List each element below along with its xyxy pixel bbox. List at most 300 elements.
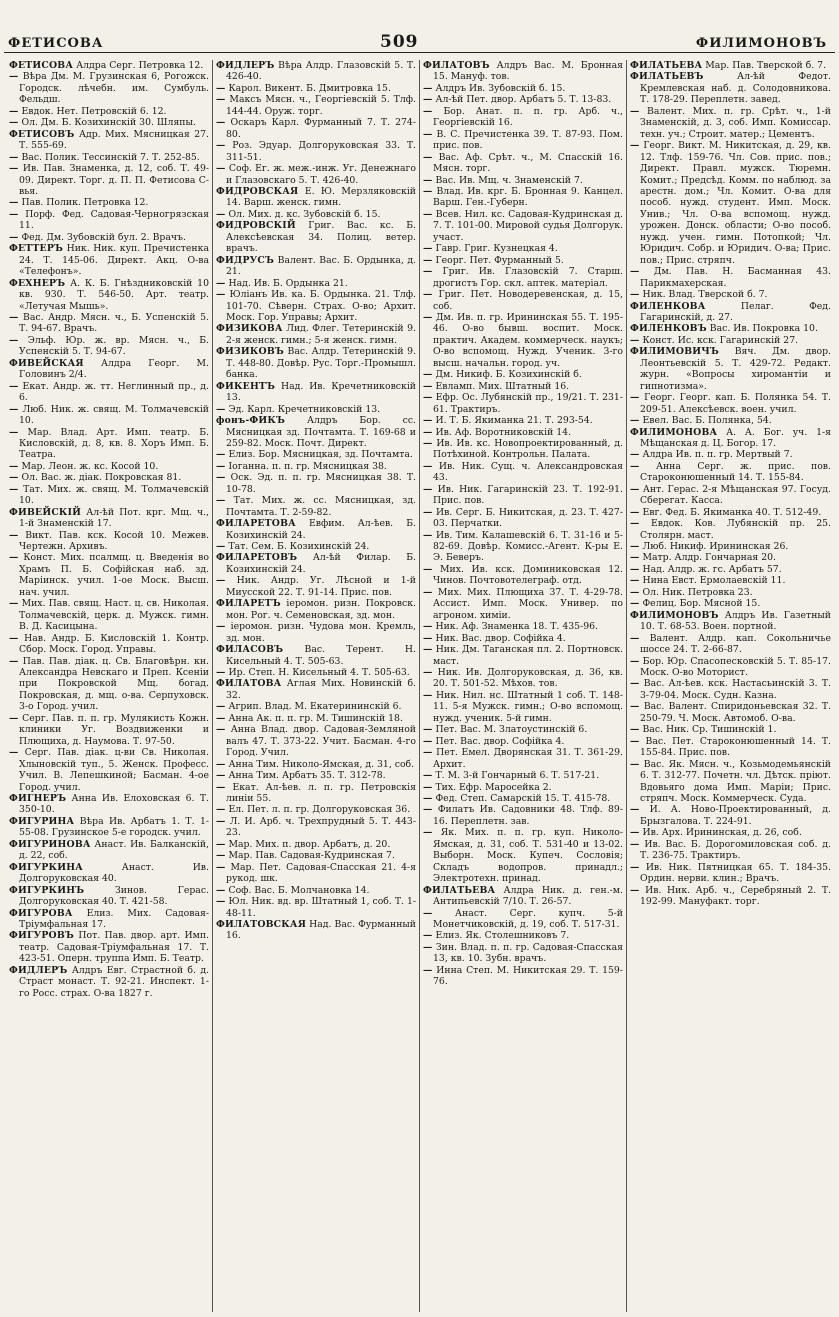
directory-entry — [216, 289, 416, 323]
entry-name: — — [630, 518, 640, 530]
entry-details: Мар. Леон. ж. кс. Косой 10. — [21, 460, 159, 472]
entry-name: ФИДЛЕРЪ — [9, 964, 68, 976]
entry-name: — — [423, 506, 433, 518]
entry-name: фонъ-ФИКЪ — [216, 415, 286, 427]
entry-name: — — [423, 793, 433, 804]
entry-details: Георг. Георг. кап. Б. Полянка 54. Т. 209-51. Алексѣевск. воен. учил. — [640, 392, 831, 415]
directory-entry — [630, 839, 831, 862]
entry-name: ФИЛАРЕТЪ — [216, 598, 281, 610]
directory-entry — [216, 724, 416, 758]
entry-name: — — [423, 964, 433, 976]
entry-details: Влад. Ив. крг. Б. Бронная 9. Канцел. Варш. Ген.-Губерн. — [433, 185, 623, 209]
entry-details: Инна Степ. М. Никитская 29. Т. 159-76. — [433, 964, 623, 988]
entry-details: Ив. Арх. Ирининская, д. 26, соб. — [642, 827, 802, 839]
directory-entry — [9, 656, 209, 713]
entry-name: — — [216, 403, 226, 415]
entry-name: — — [216, 82, 226, 94]
entry-details: Мар. Пав. Садовая-Кудринская 7. — [228, 850, 395, 862]
entry-name: — — [9, 529, 19, 541]
entry-name: ФИЛИМОНОВА — [630, 426, 718, 438]
entry-details: Порф. Фед. Садовая-Черногрязская 11. — [19, 208, 209, 232]
directory-entry — [630, 862, 831, 885]
directory-entry — [630, 60, 831, 71]
entry-name: — — [630, 838, 640, 850]
entry-name: — — [9, 71, 19, 83]
entry-name: — — [216, 701, 226, 713]
entry-details: Алдра Ник. д. ген.-м. Антипьевскій 7/10. Т. 26-57. — [433, 884, 623, 908]
entry-details: Ал-ѣй Федот. Кремлевская наб. д. Солодовникова. Т. 178-29. Переплетн. завед. — [640, 71, 831, 106]
entry-name: ФИГУРИНОВА — [9, 838, 91, 850]
directory-entry — [216, 621, 416, 644]
column-1 — [6, 60, 213, 1312]
entry-name: — — [216, 804, 226, 816]
entry-name: — — [423, 94, 433, 106]
entry-details: Вас. Ник. Ср. Тишинскій 1. — [642, 724, 777, 736]
entry-details: Евдок. Ков. Лубянскій пр. 25. Столярн. маст. — [640, 518, 831, 541]
entry-details: Вас. Ив. Мщ. ч. Знаменскій 7. — [435, 174, 583, 186]
entry-name: — — [9, 197, 19, 209]
entry-details: Ол. Дм. Б. Козихинскій 30. Шляпы. — [21, 117, 196, 129]
entry-details: Ол. Вас. ж. діак. Покровская 81. — [21, 472, 182, 484]
entry-name: — — [216, 781, 226, 793]
entry-name: ФИГУРКИНА — [9, 861, 83, 873]
directory-entry — [216, 83, 416, 94]
directory-entry — [423, 129, 623, 152]
entry-details: Алдръ Бор. сс. Мясницкая зд. Почтамта. Т. 169-68 и 259-82. Моск. Почт. Директ. — [226, 415, 416, 449]
entry-details: Алдръ Ив. Газетный 10. Т. 68-53. Воен. портной. — [640, 609, 831, 633]
entry-name: — — [423, 185, 433, 197]
entry-name: ФИКЕНТЪ — [216, 380, 276, 392]
entry-details: Тат. Мих. ж. сс. Мясницкая, зд. Почтамта. Т. 2-59-82. — [226, 495, 416, 518]
directory-entry — [216, 575, 416, 598]
entry-details: Бор. Юр. Спасопесковскій 5. Т. 85-17. Моск. О-во Моторист. — [640, 655, 831, 679]
entry-details: іеромон. ризн. Чудова мон. Кремль, зд. мон. — [226, 621, 416, 644]
directory-entry — [423, 266, 623, 289]
directory-entry — [9, 472, 209, 483]
entry-details: Ив. Пав. Знаменка, д. 12, соб. Т. 49-09. Директ. Торг. д. П. П. Фетисова С-вья. — [19, 163, 209, 197]
entry-name: — — [423, 747, 433, 759]
directory-entry — [423, 804, 623, 827]
directory-entry — [630, 335, 831, 346]
entry-details: Алдръ Евг. Страстной б. д. Страст монаст. Т. 92-21. Инспект. 1-го Росс. страх. О-ва 1827 г. — [19, 964, 209, 999]
directory-entry — [423, 782, 623, 793]
entry-details: Серг. Пав. п. п. гр. Мулякисть Кожн. клиники Уг. Воздвиженки и Плющиха, д. Наумова. Т. 97-50. — [19, 712, 209, 747]
entry-details: Елиз. Бор. Мясницкая, зд. Почтамта. — [228, 449, 413, 461]
directory-entry — [216, 449, 416, 460]
directory-entry — [423, 484, 623, 507]
entry-name: — — [9, 380, 19, 392]
entry-name: — — [9, 334, 19, 346]
entry-details: Вяч. Дм. двор. Леонтьевскій 5. Т. 429-72. Редакт. журн. «Вопросы хиромантіи и гипнотизма». — [640, 346, 831, 392]
directory-entry — [423, 243, 623, 254]
entry-details: Ел. Пет. л. п. гр. Долгоруковская 36. — [228, 804, 411, 816]
directory-entry — [9, 71, 209, 105]
entry-name: — — [216, 850, 226, 862]
entry-name: ФИЛАТОВА — [216, 678, 282, 690]
entry-details: Анна Влад. двор. Садовая-Земляной валъ 47. Т. 373-22. Учит. Басман. 4-го Город. Учил. — [226, 724, 416, 759]
entry-name: — — [216, 884, 226, 896]
entry-details: Вѣра Дм. М. Грузинская 6, Рогожск. Городск. лѣчебн. им. Сумбуль. Фельдш. — [19, 71, 209, 106]
entry-name: — — [216, 541, 226, 553]
entry-name: — — [9, 163, 19, 175]
directory-entry — [423, 908, 623, 931]
directory-entry — [9, 358, 209, 381]
entry-details: Елиз. Як. Столешниковъ 7. — [435, 930, 570, 942]
directory-entry — [216, 804, 416, 815]
entry-name: ФЕХНЕРЪ — [9, 277, 66, 289]
directory-entry — [630, 266, 831, 289]
entry-details: Елиз. Мих. Садовая-Тріумфальная 17. — [19, 907, 209, 930]
entry-details: Евел. Вас. Б. Полянка, 54. — [642, 415, 772, 427]
entry-details: Соф. Вас. Б. Молчановка 14. — [228, 884, 370, 896]
entry-details: Вас. Аф. Срѣт. ч., М. Спасскій 16. Мясн. торг. — [433, 151, 623, 175]
directory-entry — [216, 644, 416, 667]
entry-details: Ник. Влад. Тверской б. 7. — [642, 289, 768, 301]
entry-details: Алдра Георг. М. Головинъ 2/4. — [19, 357, 209, 381]
entry-details: Юліанъ Ив. ка. Б. Ордынка. 21. Тлф. 101-70. Сѣверн. Страх. О-во; Архит. Моск. Гор. Управы; Архит. — [226, 289, 416, 323]
directory-entry — [630, 610, 831, 633]
entry-details: Пав. Полик. Петровка 12. — [21, 197, 149, 209]
directory-entry — [216, 850, 416, 861]
directory-entry — [216, 885, 416, 896]
entry-details: Екат. Ал-ѣев. л. п. гр. Петровскія линіи 55. — [226, 781, 416, 804]
directory-entry — [9, 209, 209, 232]
directory-entry — [630, 633, 831, 656]
entry-details: Викт. Пав. кск. Косой 10. Межев. Чертежн. Архивъ. — [19, 529, 209, 553]
directory-entry — [423, 885, 623, 908]
entry-details: Эльф. Юр. ж. вр. Мясн. ч., Б. Успенскій 5. Т. 94-67. — [19, 334, 209, 358]
entry-name: — — [9, 712, 19, 724]
directory-entry — [9, 427, 209, 461]
entry-name: — — [423, 770, 433, 782]
entry-details: Анаст. Ив. Долгоруковская 40. — [19, 861, 209, 885]
entry-details: Алдръ Ив. Зубовскій б. 15. — [435, 82, 566, 94]
entry-details: Оскаръ Карл. Фурманный 7. Т. 274-80. — [226, 117, 416, 140]
entry-details: Ол. Мих. д. кс. Зубовскій б. 15. — [228, 208, 381, 220]
directory-entry — [9, 163, 209, 197]
entry-details: Максъ Мясн. ч., Георгіевскій 5. Тлф. 144-44. Оруж. торг. — [226, 94, 416, 117]
directory-entry — [216, 404, 416, 415]
directory-entry — [9, 461, 209, 472]
entry-details: Мих. Ив. кск. Доминиковская 12. Чинов. Почтовотелеграф. отд. — [433, 563, 623, 587]
entry-details: Ник. Нил. нс. Штатный 1 соб. Т. 148-11. 5-я Мужск. гимн.; О-во вспомощ. нужд. ученик. 5-й гимн. — [433, 689, 623, 724]
entry-details: Тих. Ефр. Маросейка 2. — [435, 781, 552, 793]
entry-name: — — [216, 117, 226, 129]
directory-entry — [9, 507, 209, 530]
entry-details: Евфим. Ал-ѣев. Б. Козихинскій 24. — [226, 518, 416, 541]
entry-name: — — [630, 289, 640, 301]
directory-entry — [423, 312, 623, 369]
directory-entry — [423, 60, 623, 83]
entry-name: — — [423, 426, 433, 438]
directory-entry — [216, 94, 416, 117]
entry-details: И. Т. Б. Якиманка 21. Т. 293-54. — [435, 415, 593, 427]
directory-entry — [423, 427, 623, 438]
entry-details: Пет. Емел. Дворянская 31. Т. 361-29. Архит. — [433, 747, 623, 770]
directory-entry — [423, 186, 623, 209]
running-head-right: ФИЛИМОНОВЪ — [695, 36, 827, 51]
directory-entry — [630, 541, 831, 552]
entry-name: — — [423, 483, 433, 495]
directory-entry — [630, 323, 831, 334]
directory-entry — [423, 770, 623, 781]
entry-details: Пелаг. Фед. Гагаринскій, д. 27. — [640, 300, 831, 323]
directory-entry — [630, 804, 831, 827]
entry-name: — — [423, 128, 433, 140]
directory-entry — [423, 106, 623, 129]
entry-name: — — [216, 575, 226, 587]
directory-entry — [423, 793, 623, 804]
entry-details: Ал-ѣй Пет. двор. Арбатъ 5. Т. 13-83. — [435, 94, 612, 106]
directory-entry — [9, 530, 209, 553]
entry-details: Ир. Степ. Н. Кисельный 4. Т. 505-63. — [228, 667, 410, 679]
entry-name: — — [630, 861, 640, 873]
directory-entry — [423, 369, 623, 380]
entry-details: Ник. Аф. Знаменка 18. Т. 435-96. — [435, 621, 599, 633]
entry-name: — — [423, 827, 433, 839]
directory-entry — [630, 518, 831, 541]
entry-name: ФЕТИСОВА — [9, 60, 74, 71]
directory-entry — [216, 495, 416, 518]
directory-entry — [630, 587, 831, 598]
directory-entry — [216, 782, 416, 805]
entry-details: Над. Алдр. ж. гс. Арбатъ 57. — [642, 563, 782, 575]
entry-name: ФИВЕЙСКАЯ — [9, 357, 84, 369]
entry-details: іеромон. ризн. Покровск. мон. Рог. ч. Семеновская, зд. мон. — [226, 598, 416, 621]
entry-details: Мар. Мих. п. двор. Арбатъ, д. 20. — [228, 838, 391, 850]
entry-name: ФИЛАТЬЕВА — [423, 884, 496, 896]
directory-entry — [423, 621, 623, 632]
directory-entry — [9, 106, 209, 117]
entry-details: Дм. Никиф. Б. Козихинскій б. — [435, 369, 582, 381]
directory-entry — [9, 117, 209, 128]
entry-name: — — [423, 151, 433, 163]
entry-details: Валент. Мих. п. гр. Срѣт. ч., 1-й Знаменскій, д. 3, соб. Имп. Комиссар. техн. уч.; Строит. матер.; Цементъ. — [640, 105, 831, 140]
entry-details: Агрип. Влад. М. Екатерининскій 6. — [228, 701, 402, 713]
directory-entry — [423, 461, 623, 484]
page-header — [0, 0, 839, 52]
entry-name: ФИЛЕНКОВА — [630, 300, 706, 312]
directory-entry — [630, 392, 831, 415]
directory-entry — [9, 885, 209, 908]
entry-details: Ив. Ник. Гагаринскій 23. Т. 192-91. Прис. пов. — [433, 483, 623, 507]
entry-details: Мих. Пав. свящ. Наст. ц. св. Николая. Толмачевскій, церк. д. Мужск. гимн. В. Д. Касицына. — [19, 598, 209, 633]
entry-details: Вѣра Ив. Арбатъ 1. Т. 1-55-08. Грузинское 5-е городск. учил. — [19, 815, 209, 839]
entry-name: ФИГУРКИНЪ — [9, 884, 85, 896]
entry-details: Юл. Ник. вд. вр. Штатный 1, соб. Т. 1-48-11. — [226, 896, 416, 919]
entry-name: — — [423, 82, 433, 94]
directory-entry — [9, 197, 209, 208]
entry-details: Нина Евст. Ермолаевскій 11. — [642, 575, 786, 587]
entry-name: — — [216, 163, 226, 175]
entry-name: — — [630, 758, 640, 770]
entry-name: — — [630, 334, 640, 346]
entry-details: Дм. Пав. Н. Басманная 43. Парикмахерская. — [640, 266, 831, 289]
entry-name: — — [630, 552, 640, 564]
directory-entry — [423, 415, 623, 426]
entry-name: — — [630, 655, 640, 667]
entry-details: Валент. Алдр. кап. Сокольничье шоссе 24. Т. 2-66-87. — [640, 632, 831, 656]
entry-name: — — [630, 598, 640, 610]
directory-entry — [423, 827, 623, 884]
directory-entry — [630, 759, 831, 805]
directory-entry — [216, 381, 416, 404]
entry-details: Ник. Вас. двор. Софійка 4. — [435, 632, 566, 644]
entry-name: — — [630, 701, 640, 713]
entry-details: Ол. Ник. Петровка 23. — [642, 586, 753, 598]
directory-entry — [9, 404, 209, 427]
entry-details: Люб. Ник. ж. свящ. М. Толмачевскій 10. — [19, 403, 209, 427]
entry-details: Вѣра Алдр. Глазовскій 5. Т. 426-40. — [226, 60, 416, 83]
directory-entry — [216, 415, 416, 449]
entry-details: Соф. Ег. ж. меж.-инж. Уг. Денежнаго и Глазовскаго 5. Т. 426-40. — [226, 163, 416, 186]
entry-details: Алдра Ив. п. п. гр. Мертвый 7. — [642, 449, 793, 461]
directory-entry — [9, 816, 209, 839]
entry-name: — — [9, 208, 19, 220]
entry-details: Вас. Андр. Мясн. ч., Б. Успенскій 5. Т. 94-67. Врачъ. — [19, 311, 209, 335]
entry-details: Серг. Пав. діак. ц-ви Св. Николая. Хлыновскій туп., 5. Женск. Професс. Учил. В. Лепешкиной; Басман. 4-ое Город. учил. — [19, 747, 209, 793]
entry-details: Анаст. Ив. Балканскій, д. 22, соб. — [19, 838, 209, 862]
entry-name: — — [423, 369, 433, 381]
entry-name: — — [9, 472, 19, 484]
entry-details: Фед. Степ. Самарскій 15. Т. 415-78. — [435, 793, 611, 804]
entry-details: Григ. Пет. Новодеревенская, д. 15, соб. — [433, 289, 623, 312]
directory-entry — [216, 346, 416, 380]
entry-name: — — [216, 712, 226, 724]
entry-details: Оск. Эд. п. п. гр. Мясницкая 38. Т. 10-78. — [226, 472, 416, 495]
entry-name: — — [423, 208, 433, 220]
entry-details: А. А. Бог. уч. 1-я Мѣщанская д. Ц. Богор. 17. — [640, 426, 831, 449]
entry-details: Вас. Як. Мясн. ч., Козьмодемьянскій 6. Т. 312-77. Почетн. чл. Дѣтск. пріют. Вдовьяго дома Имп. Маріи; Прис. стряпч. Моск. Коммерческ. Суда. — [640, 758, 831, 804]
entry-name: ФИЛЕНКОВЪ — [630, 323, 707, 335]
directory-entry — [423, 83, 623, 94]
directory-entry — [423, 255, 623, 266]
directory-entry — [216, 323, 416, 346]
header-rule — [4, 52, 835, 53]
entry-name: — — [216, 724, 226, 736]
entry-name: ФИДРОВСКАЯ — [216, 185, 299, 197]
entry-name: — — [423, 735, 433, 747]
entry-name: — — [216, 838, 226, 850]
entry-name: — — [216, 667, 226, 679]
entry-details: Анна Тим. Николо-Ямская, д. 31, соб. — [228, 758, 415, 770]
directory-entry — [630, 449, 831, 460]
entry-details: Адр. Мих. Мясницкая 27. Т. 555-69. — [19, 128, 209, 152]
entry-name: — — [9, 231, 19, 243]
directory-entry — [630, 301, 831, 324]
directory-entry — [216, 163, 416, 186]
column-3 — [420, 60, 627, 1312]
directory-entry — [9, 908, 209, 931]
directory-entry — [630, 71, 831, 105]
entry-name: ФИВЕЙСКІЙ — [9, 506, 82, 518]
entry-details: Валент. Вас. Б. Ордынка, д. 21. — [226, 254, 416, 278]
entry-name: — — [9, 460, 19, 472]
directory-entry — [216, 278, 416, 289]
entry-details: Аглая Мих. Новинскій б. 32. — [226, 678, 416, 701]
entry-details: Анна Ак. п. п. гр. М. Тишинскій 18. — [228, 712, 403, 724]
entry-details: Ант. Герас. 2-я Мѣщанская 97. Госуд. Сберегат. Касса. — [640, 483, 831, 507]
entry-details: Ив. Ник. Арб. ч., Серебряный 2. Т. 192-99. Мануфакт. торг. — [640, 884, 831, 908]
entry-name: — — [423, 105, 433, 117]
entry-name: — — [9, 403, 19, 415]
entry-details: Мар. Влад. Арт. Имп. театр. Б. Кисловскій, д. 8, кв. 8. Хоръ Имп. Б. Театра. — [19, 426, 209, 461]
entry-name: — — [630, 460, 640, 472]
entry-name: — — [9, 747, 19, 759]
entry-name: — — [423, 254, 433, 266]
entry-name: ФЕТИСОВЪ — [9, 128, 75, 140]
entry-name: ФИДЛЕРЪ — [216, 60, 275, 71]
directory-entry — [9, 243, 209, 277]
entry-name: — — [216, 277, 226, 289]
directory-entry — [216, 186, 416, 209]
directory-entry — [9, 862, 209, 885]
directory-entry — [216, 839, 416, 850]
entry-name: — — [423, 781, 433, 793]
directory-entry — [423, 209, 623, 243]
entry-name: — — [216, 472, 226, 484]
directory-entry — [630, 656, 831, 679]
directory-entry — [9, 633, 209, 656]
entry-details: Фелиц. Бор. Мясной 15. — [642, 598, 761, 610]
directory-entry — [216, 598, 416, 621]
entry-details: Конст. Мих. псалмщ. ц. Введенія во Храмъ П. Б. Софійская наб. зд. Маріинск. учил. 1-ое Моск. Высш. нач. учил. — [19, 552, 209, 598]
entry-details: Вас. Валент. Спиридоньевская 32. Т. 250-79. Ч. Моск. Автомоб. О-ва. — [640, 701, 831, 724]
entry-name: — — [9, 426, 19, 438]
directory-entry — [9, 598, 209, 632]
entry-name: — — [216, 770, 226, 782]
entry-name: ФИДРОВСКІЙ — [216, 220, 296, 232]
column-2 — [213, 60, 420, 1312]
directory-entry — [9, 381, 209, 404]
entry-name: — — [423, 724, 433, 736]
entry-details: Над. Вас. Фурманный 16. — [226, 918, 416, 942]
directory-entry — [423, 965, 623, 988]
directory-entry — [423, 530, 623, 564]
directory-entry — [630, 507, 831, 518]
entry-name: — — [9, 552, 19, 564]
directory-entry — [9, 312, 209, 335]
directory-entry — [423, 152, 623, 175]
directory-entry — [630, 346, 831, 392]
entry-name: — — [423, 437, 433, 449]
directory-entry — [216, 770, 416, 781]
directory-entry — [423, 438, 623, 461]
directory-entry — [423, 724, 623, 735]
entry-details: Григ. Ив. Глазовскій 7. Старш. дрогистъ Гор. скл. аптек. матеріал. — [433, 266, 623, 289]
entry-name: — — [9, 151, 19, 163]
directory-entry — [423, 942, 623, 965]
directory-entry — [216, 140, 416, 163]
entry-name: — — [423, 311, 433, 323]
entry-name: — — [216, 460, 226, 472]
directory-entry — [9, 930, 209, 964]
directory-entry — [630, 140, 831, 266]
entry-name: — — [423, 586, 433, 598]
entry-details: Карол. Викент. Б. Дмитровка 15. — [228, 82, 391, 94]
directory-entry — [423, 564, 623, 587]
directory-entry — [216, 541, 416, 552]
entry-details: Евдок. Нет. Петровскій 6. 12. — [21, 105, 167, 117]
entry-name: — — [630, 105, 640, 117]
entry-details: Вас. Ал-ѣев. кск. Настасьинскій 3. Т. 3-79-04. Моск. Судн. Казна. — [640, 678, 831, 701]
directory-entry — [630, 461, 831, 484]
entry-name: — — [216, 449, 226, 461]
directory-entry — [216, 461, 416, 472]
entry-name: — — [423, 460, 433, 472]
entry-details: Ив. Тим. Калашевскій 6. Т. 31-16 и 5-82-69. Довѣр. Комисс.-Агент. К-ры Е. Э. Беверъ. — [433, 529, 623, 564]
entry-name: — — [216, 758, 226, 770]
